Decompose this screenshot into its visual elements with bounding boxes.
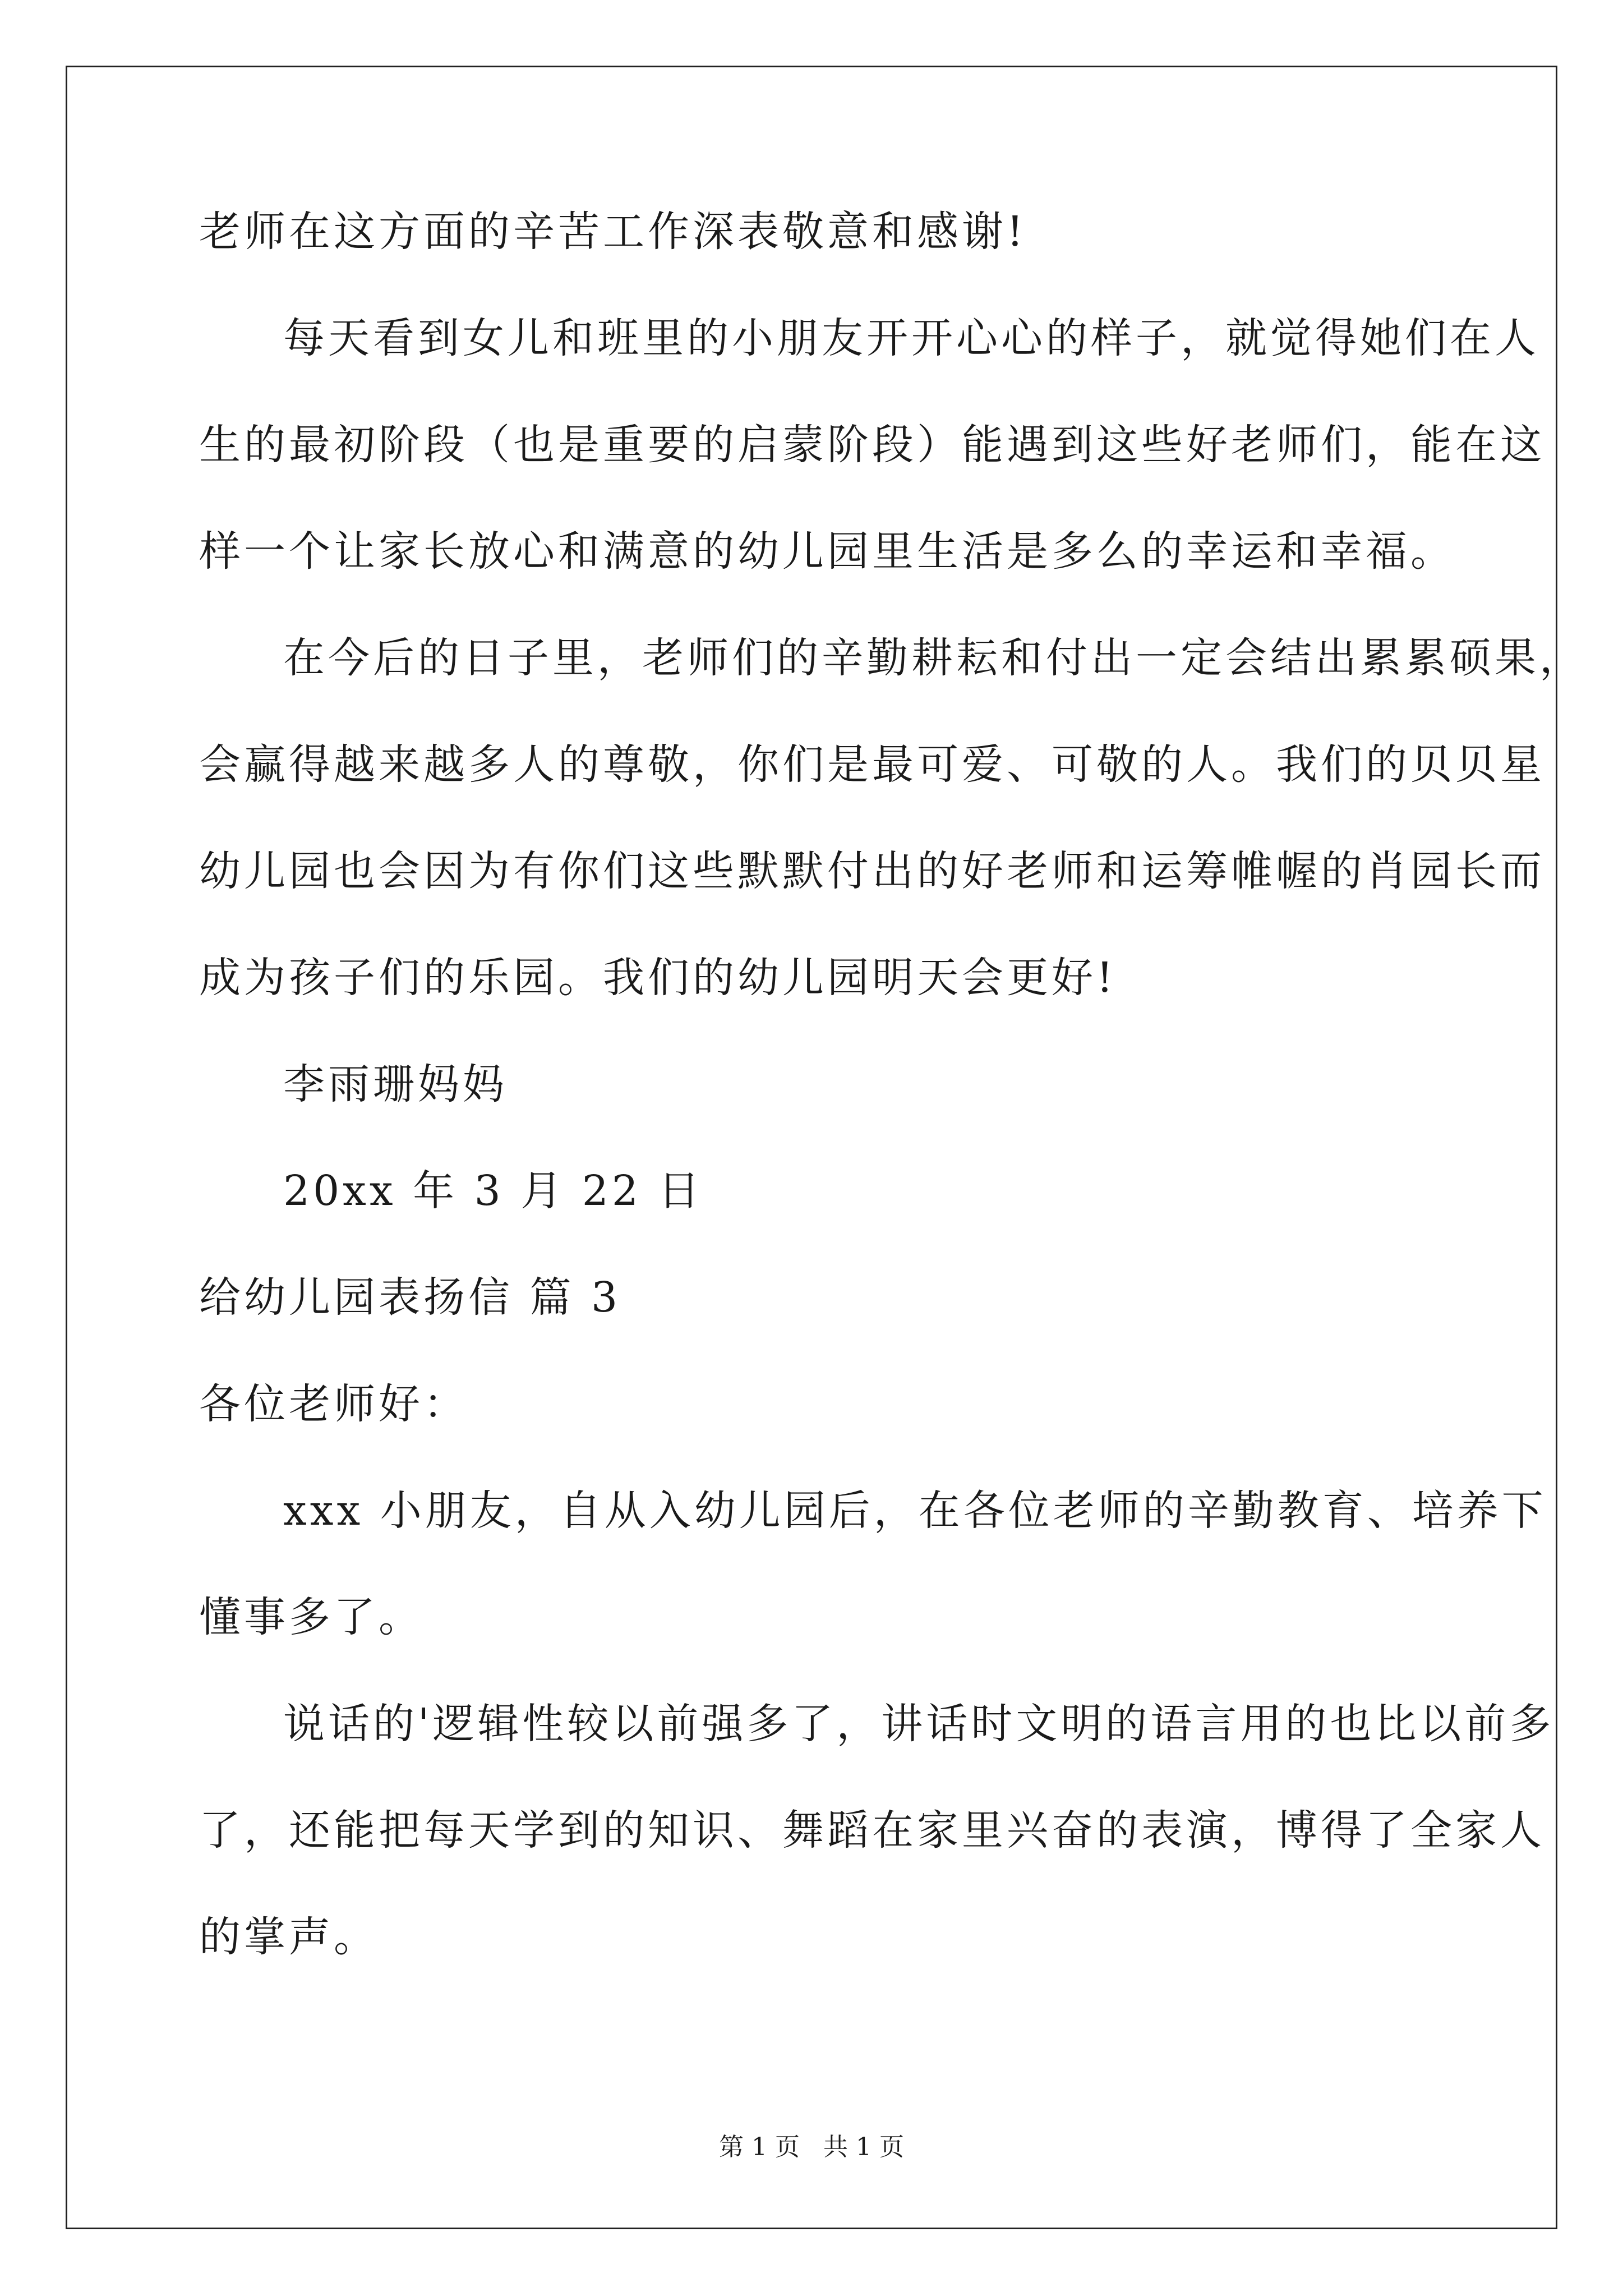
page-total: 共 1 页 <box>823 2133 904 2161</box>
paragraph-line: 每天看到女儿和班里的小朋友开开心心的样子，就觉得她们在人 <box>283 314 1539 362</box>
text-line: 生的最初阶段（也是重要的启蒙阶段）能遇到这些好老师们，能在这 <box>199 421 1545 469</box>
page-number: 第 1 页 <box>719 2133 800 2161</box>
paragraph-line: xxx 小朋友，自从入幼儿园后，在各位老师的辛勤教育、培养下 <box>283 1487 1547 1535</box>
text-line: 懂事多了。 <box>199 1593 423 1641</box>
salutation: 各位老师好： <box>199 1380 468 1428</box>
text-line: 会赢得越来越多人的尊敬，你们是最可爱、可敬的人。我们的贝贝星 <box>199 740 1545 789</box>
text-line: 的掌声。 <box>199 1913 379 1961</box>
text-line: 样一个让家长放心和满意的幼儿园里生活是多么的幸运和幸福。 <box>199 527 1455 576</box>
text-line: 幼儿园也会因为有你们这些默默付出的好老师和运筹帷幄的肖园长而 <box>199 847 1545 895</box>
paragraph-line: 在今后的日子里，老师们的辛勤耕耘和付出一定会结出累累硕果， <box>283 634 1584 682</box>
text-line: 老师在这方面的辛苦工作深表敬意和感谢! <box>199 208 1027 256</box>
page-border <box>66 66 1557 2229</box>
signature: 李雨珊妈妈 <box>283 1060 508 1108</box>
page-footer <box>0 2132 1623 2163</box>
text-line: 了，还能把每天学到的知识、舞蹈在家里兴奋的表演，博得了全家人 <box>199 1806 1545 1855</box>
section-heading: 给幼儿园表扬信 篇 3 <box>199 1273 621 1322</box>
text-line: 成为孩子们的乐园。我们的幼儿园明天会更好! <box>199 954 1117 1002</box>
paragraph-line: 说话的'逻辑性较以前强多了，讲话时文明的语言用的也比以前多 <box>283 1700 1555 1748</box>
date-line: 20xx 年 3 月 22 日 <box>283 1167 703 1215</box>
